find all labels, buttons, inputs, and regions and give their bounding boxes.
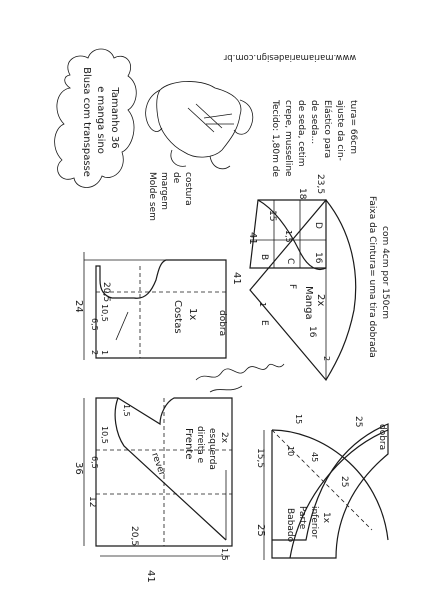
sleeve-dim-1: 1 xyxy=(258,302,267,308)
seam-line2: margem xyxy=(159,172,169,210)
lower-label1: Babado xyxy=(285,508,295,543)
website-url: www.mariamariadesign.com.br xyxy=(223,52,357,62)
lower-dim-45: 45 xyxy=(310,452,319,463)
back-fold: dobra xyxy=(217,310,227,337)
back-dim-shoulder: 6,5 xyxy=(90,318,99,331)
front-dim-bottom: 1,5 xyxy=(220,548,229,561)
fabric-line7: tura= 66cm xyxy=(348,100,358,155)
back-outline xyxy=(96,260,226,358)
lower-dim-25b: 25 xyxy=(339,476,349,488)
front-dim-shoulder: 6,5 xyxy=(90,456,99,469)
lower-dim-15: 15 xyxy=(294,414,303,425)
sleeve-label2: 2x xyxy=(315,294,326,307)
back-label2: 1x xyxy=(187,308,198,321)
sleeve-dim-cap: 1,5 xyxy=(284,230,293,243)
lower-dim-155: 15,5 xyxy=(255,448,265,469)
lower-dim-25a: 25 xyxy=(255,524,266,537)
title-line1: Blusa com transpasse xyxy=(81,67,92,177)
lower-dim-10: 10 xyxy=(286,446,295,457)
front-label2: direita e xyxy=(195,426,205,464)
fabric-line2: crepe, musseline xyxy=(283,100,293,177)
lower-label4: 1x xyxy=(321,512,331,524)
fabric-line3: de seda, cetim xyxy=(296,100,306,167)
fabric-line4: de seda... xyxy=(309,100,319,145)
seam-line4: costura xyxy=(183,172,193,206)
title-block xyxy=(55,49,137,188)
front-dim-lower: 12 xyxy=(87,496,97,508)
front-fold-mark: rever xyxy=(149,451,167,478)
waist-line1: Faixa da Cintura= uma tira dobrada xyxy=(367,196,377,358)
seam-line1: Molde sem xyxy=(147,172,157,221)
sleeve-dim-c: C xyxy=(285,258,295,265)
blouse-sketch xyxy=(146,81,253,168)
front-dim-half: 20,5 xyxy=(129,526,139,547)
sleeve-dim-left: 15 xyxy=(267,210,277,222)
fabric-line5: Elástico para xyxy=(322,100,332,159)
back-piece xyxy=(73,252,242,360)
lower-dim-25c: 25 xyxy=(353,416,363,428)
sleeve-dim-mid2: 16 xyxy=(307,326,317,338)
sleeve-dim-top: 23,5 xyxy=(315,174,325,195)
sleeve-dim-side: 18 xyxy=(297,188,307,200)
back-dim-small: 2 xyxy=(90,350,99,356)
waist-line2: com 4cm por 150cm xyxy=(380,226,390,320)
front-label3: esquerda xyxy=(207,428,217,470)
fabric-note xyxy=(270,99,358,177)
lower-piece xyxy=(255,414,388,560)
sleeve-dim-d: D xyxy=(313,222,323,229)
sleeve-dim-2: 2 xyxy=(322,356,331,362)
front-dim-neck: 10,5 xyxy=(100,426,109,444)
waist-note xyxy=(367,196,390,358)
front-dim-top: 1,5 xyxy=(122,404,131,417)
title-line3: Tamanho 36 xyxy=(109,87,120,149)
lower-label2: Parte xyxy=(297,506,307,530)
fabric-line6: ajuste da cin- xyxy=(335,100,345,161)
sleeve-dim-mid: 16 xyxy=(313,252,323,264)
front-dim-height: 36 xyxy=(73,462,84,475)
lower-label3: inferior xyxy=(309,506,319,539)
front-piece xyxy=(73,398,232,583)
back-dim-bottom-small: 1 xyxy=(100,350,109,356)
seam-note xyxy=(147,172,193,221)
lower-fold: dobra xyxy=(377,424,387,451)
sleeve-dim-b: B xyxy=(259,254,269,261)
sleeve-dim-f: F xyxy=(287,284,297,290)
sleeve-dim-e: E xyxy=(259,320,269,326)
sleeve-piece xyxy=(247,174,356,380)
front-label4: 2x xyxy=(219,432,229,444)
back-dim-width: 41 xyxy=(231,272,242,285)
back-dim-armhole: 10,5 xyxy=(100,304,109,322)
signature xyxy=(196,364,284,392)
back-dim-height: 24 xyxy=(73,300,84,313)
seam-line3: de xyxy=(171,172,181,184)
sleeve-label1: Manga xyxy=(303,286,314,320)
sleeve-dim-width: 41 xyxy=(247,232,258,245)
back-dim-top: 20,5 xyxy=(101,282,111,303)
front-label1: Frente xyxy=(183,428,194,460)
title-line2: e manga sino xyxy=(95,86,106,154)
back-label1: Costas xyxy=(172,300,183,334)
fabric-line1: Tecido: 1,80m de xyxy=(270,100,280,177)
front-dim-width: 41 xyxy=(145,570,156,583)
